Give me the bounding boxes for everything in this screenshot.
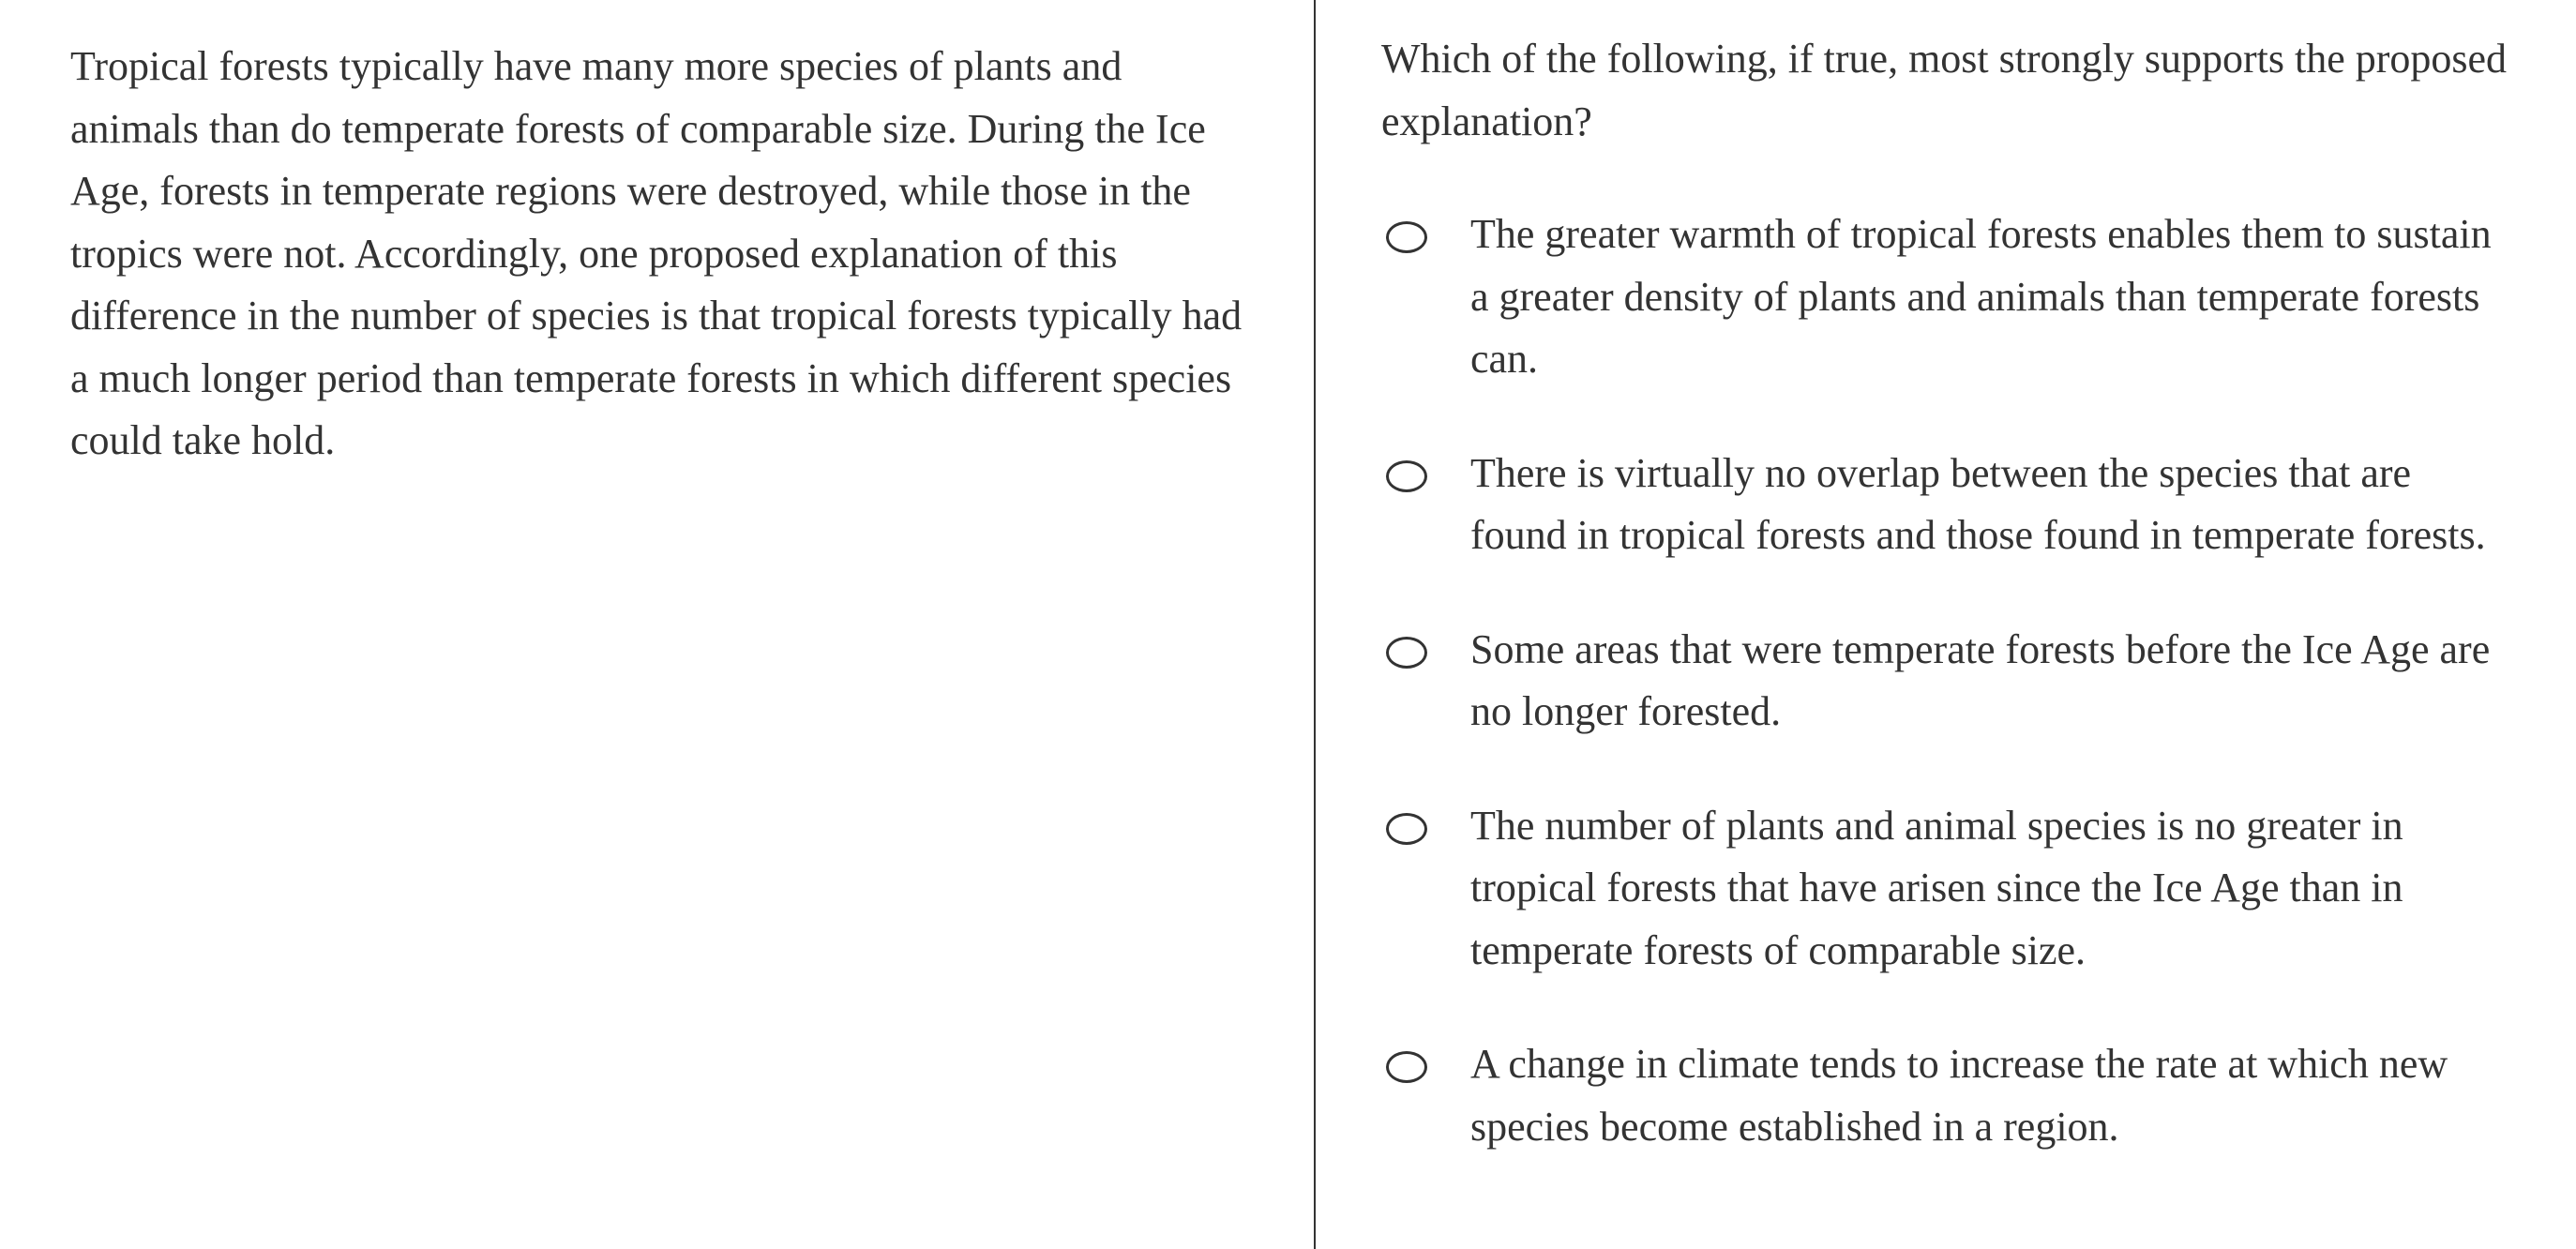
question-pane [1316, 0, 2576, 1249]
radio-button-icon[interactable] [1386, 460, 1427, 492]
answer-option-label: The number of plants and animal species is no greater in tropical forests that have arisen since the Ice Age than in temperate forests of comparable size. [1470, 802, 2403, 973]
answer-option-label: Some areas that were temperate forests before the Ice Age are no longer forested. [1470, 625, 2491, 734]
radio-button-icon[interactable] [1386, 221, 1427, 253]
answer-option-b[interactable] [1381, 443, 2576, 567]
answer-option-label: A change in climate tends to increase the rate at which new species become established in a region. [1470, 1041, 2448, 1150]
answer-option-c[interactable] [1381, 619, 2576, 744]
answer-option-d[interactable] [1381, 795, 2576, 983]
radio-button-icon[interactable] [1386, 637, 1427, 669]
question-prompt: Which of the following, if true, most strongly supports the proposed explanation? [1381, 36, 2508, 144]
radio-button-icon[interactable] [1386, 813, 1427, 845]
passage-text: Tropical forests typically have many more species of plants and animals than do temperate forests of comparable size. During the Ice Age, forests in temperate regions were destroyed, while those in the tropics were not. Accordingly, one proposed explanation of this difference in the number of species is that tropical forests typically had a much longer period than temperate forests in which different species could take hold. [70, 43, 1243, 463]
answer-option-a[interactable] [1381, 203, 2576, 391]
answer-options [1381, 203, 2576, 1158]
answer-option-label: The greater warmth of tropical forests enables them to sustain a greater density of plants and animals than temperate forests can. [1470, 211, 2492, 382]
answer-option-e[interactable] [1381, 1033, 2576, 1158]
answer-option-label: There is virtually no overlap between the species that are found in tropical forests and those found in temperate forests. [1470, 449, 2486, 558]
radio-button-icon[interactable] [1386, 1051, 1427, 1083]
